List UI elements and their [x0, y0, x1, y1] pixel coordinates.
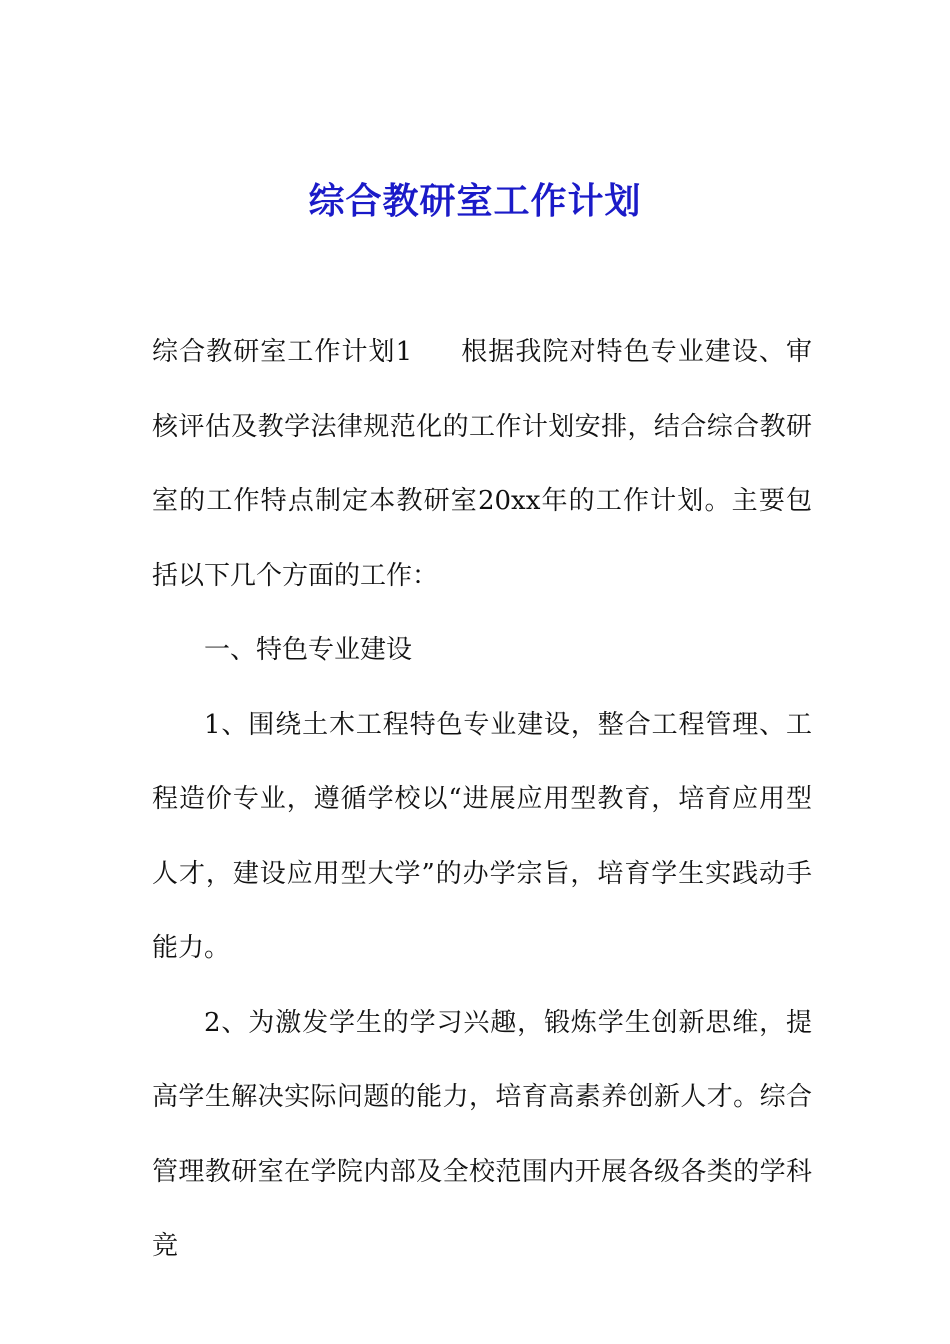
intro-label: 综合教研室工作计划1 [152, 337, 413, 367]
list-item-2: 2、为激发学生的学习兴趣，锻炼学生创新思维，提高学生解决实际问题的能力，培育高素养创新人才。综合管理教研室在学院内部及全校范围内开展各级各类的学科竞 [152, 1007, 812, 1261]
section-heading: 一、特色专业建设 [204, 635, 413, 665]
intro-text: 根据我院对特色专业建设、审核评估及教学法律规范化的工作计划安排，结合综合教研室的工作特点制定本教研室20xx年的工作计划。主要包括以下几个方面的工作： [152, 337, 812, 591]
list-item-1: 1、围绕土木工程特色专业建设，整合工程管理、工程造价专业，遵循学校以“进展应用型教育，培育应用型人才，建设应用型大学”的办学宗旨，培育学生实践动手能力。 [152, 709, 812, 963]
intro-paragraph [152, 315, 812, 613]
document-body [152, 315, 812, 1284]
document-title: 综合教研室工作计划 [308, 181, 642, 222]
